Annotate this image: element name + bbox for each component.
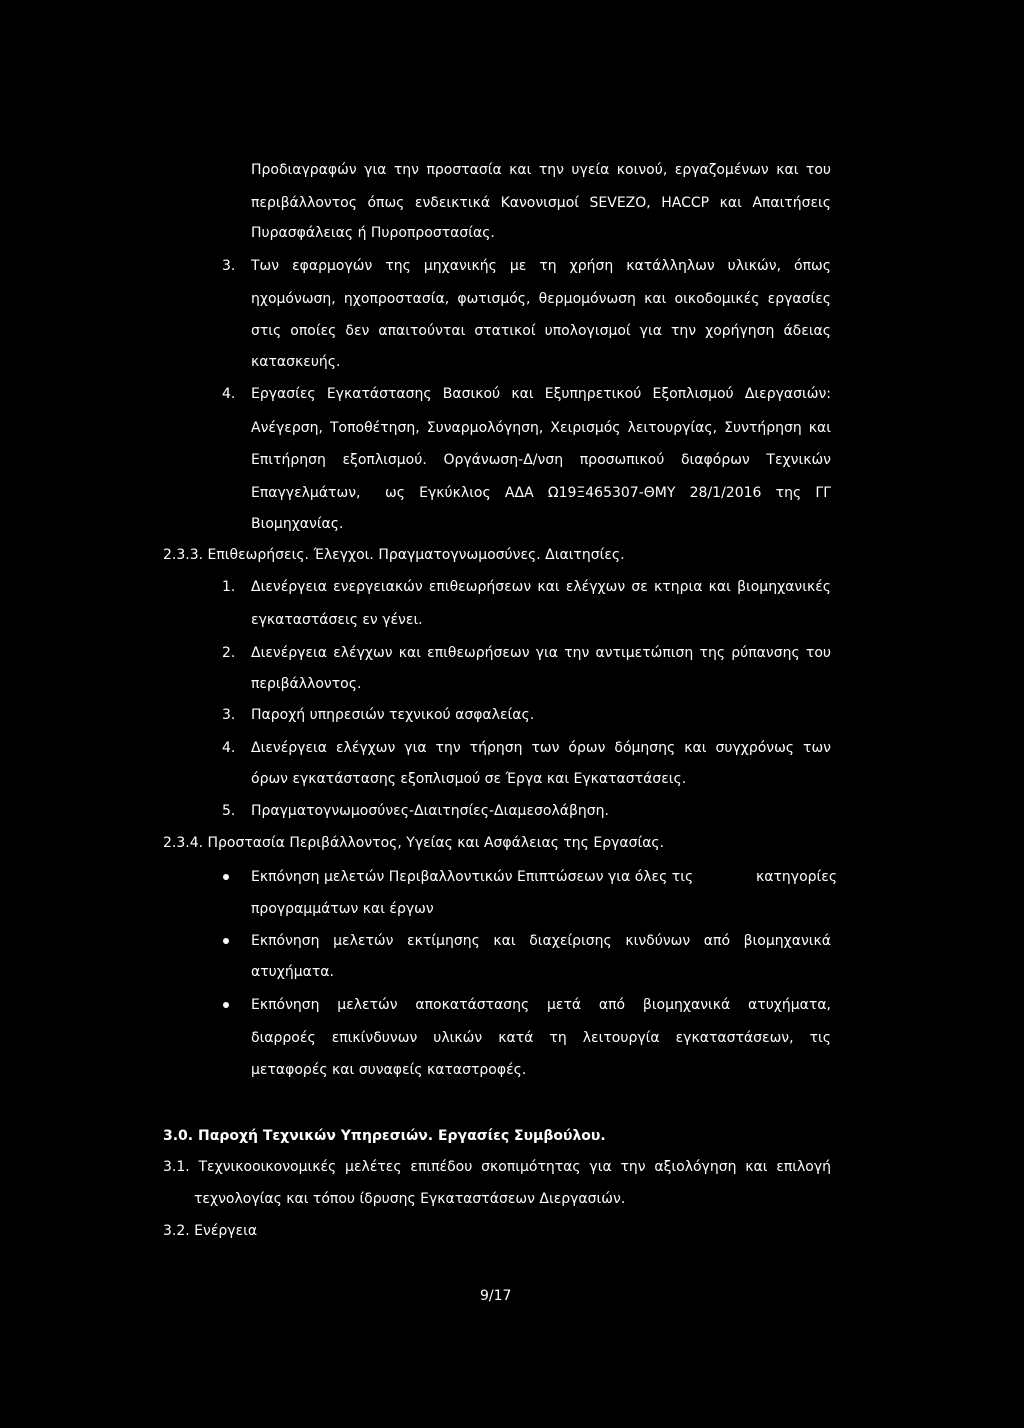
text-line: ηχομόνωση, ηχοπροστασία, φωτισμός, θερμομόνωση και οικοδομικές εργασίες: [251, 291, 831, 307]
text-line: Διενέργεια ελέγχων για την τήρηση των όρων δόμησης και συγχρόνως των: [251, 740, 831, 756]
section-heading: 2.3.4. Προστασία Περιβάλλοντος, Υγείας και Ασφάλειας της Εργασίας.: [163, 835, 665, 851]
text-line: περιβάλλοντος.: [251, 676, 362, 692]
item-number: 5.: [222, 803, 236, 819]
item-number: 2.: [222, 645, 236, 661]
bullet-icon: [223, 1002, 229, 1008]
item-number: 4.: [222, 740, 236, 756]
text-line: μεταφορές και συναφείς καταστροφές.: [251, 1062, 527, 1078]
text-line: Επιτήρηση εξοπλισμού. Οργάνωση-Δ/νση προσωπικού διαφόρων Τεχνικών: [251, 452, 831, 468]
text-line: Εκπόνηση μελετών εκτίμησης και διαχείρισης κινδύνων από βιομηχανικά: [251, 933, 831, 949]
item-number: 3.: [222, 707, 236, 723]
text-line: Πραγματογνωμοσύνες-Διαιτησίες-Διαμεσολάβηση.: [251, 803, 609, 819]
text-line: περιβάλλοντος όπως ενδεικτικά Κανονισμοί SEVEZO, HACCP και Απαιτήσεις: [251, 195, 831, 211]
text-line: Διενέργεια ελέγχων και επιθεωρήσεων για την αντιμετώπιση της ρύπανσης του: [251, 645, 831, 661]
text-line: Των εφαρμογών της μηχανικής με τη χρήση κατάλληλων υλικών, όπως: [251, 258, 831, 274]
text-line: όρων εγκατάστασης εξοπλισμού σε Έργα και Εγκαταστάσεις.: [251, 771, 687, 787]
text-line: ατυχήματα.: [251, 964, 334, 980]
text-line: Βιομηχανίας.: [251, 516, 344, 532]
text-line: κατασκευής.: [251, 354, 341, 370]
text-line: Ανέγερση, Τοποθέτηση, Συναρμολόγηση, Χειρισμός λειτουργίας, Συντήρηση και: [251, 420, 831, 436]
text-line: Παροχή υπηρεσιών τεχνικού ασφαλείας.: [251, 707, 535, 723]
item-number: 4.: [222, 386, 236, 402]
text-line: εγκαταστάσεις εν γένει.: [251, 612, 423, 628]
text-line: τεχνολογίας και τόπου ίδρυσης Εγκαταστάσεων Διεργασιών.: [194, 1191, 626, 1207]
text-line: Εργασίες Εγκατάστασης Βασικού και Εξυπηρετικού Εξοπλισμού Διεργασιών:: [251, 386, 831, 402]
section-heading: 3.2. Ενέργεια: [163, 1223, 258, 1239]
text-line: Διενέργεια ενεργειακών επιθεωρήσεων και ελέγχων σε κτηρια και βιομηχανικές: [251, 579, 831, 595]
bullet-icon: [223, 938, 229, 944]
text-line: διαρροές επικίνδυνων υλικών κατά τη λειτουργία εγκαταστάσεων, τις: [251, 1030, 831, 1046]
text-line: Επαγγελμάτων,: [251, 485, 361, 501]
text-line: Πυρασφάλειας ή Πυροπροστασίας.: [251, 225, 495, 241]
text-line: Εκπόνηση μελετών αποκατάστασης μετά από βιομηχανικά ατυχήματα,: [251, 997, 831, 1013]
text-line: Προδιαγραφών για την προστασία και την υγεία κοινού, εργαζομένων και του: [251, 162, 831, 178]
text-line: στις οποίες δεν απαιτούνται στατικοί υπολογισμοί για την χορήγηση άδειας: [251, 323, 831, 339]
bullet-icon: [223, 874, 229, 880]
section-heading: 3.0. Παροχή Τεχνικών Υπηρεσιών. Εργασίες Συμβούλου.: [163, 1128, 606, 1144]
text-line: προγραμμάτων και έργων: [251, 901, 434, 917]
item-number: 3.: [222, 258, 236, 274]
text-line: Εκπόνηση μελετών Περιβαλλοντικών Επιπτώσεων για όλες τις: [251, 869, 694, 885]
text-line: ως Εγκύκλιος ΑΔΑ Ω19Ξ465307-ΘΜΥ 28/1/2016 της ΓΓ: [385, 485, 831, 501]
section-heading: 2.3.3. Επιθεωρήσεις. Έλεγχοι. Πραγματογνωμοσύνες. Διαιτησίες.: [163, 547, 625, 563]
text-line: κατηγορίες: [756, 869, 838, 885]
page-number: 9/17: [480, 1288, 512, 1304]
item-number: 1.: [222, 579, 236, 595]
text-line: 3.1. Τεχνικοοικονομικές μελέτες επιπέδου σκοπιμότητας για την αξιολόγηση και επιλογή: [163, 1159, 831, 1175]
